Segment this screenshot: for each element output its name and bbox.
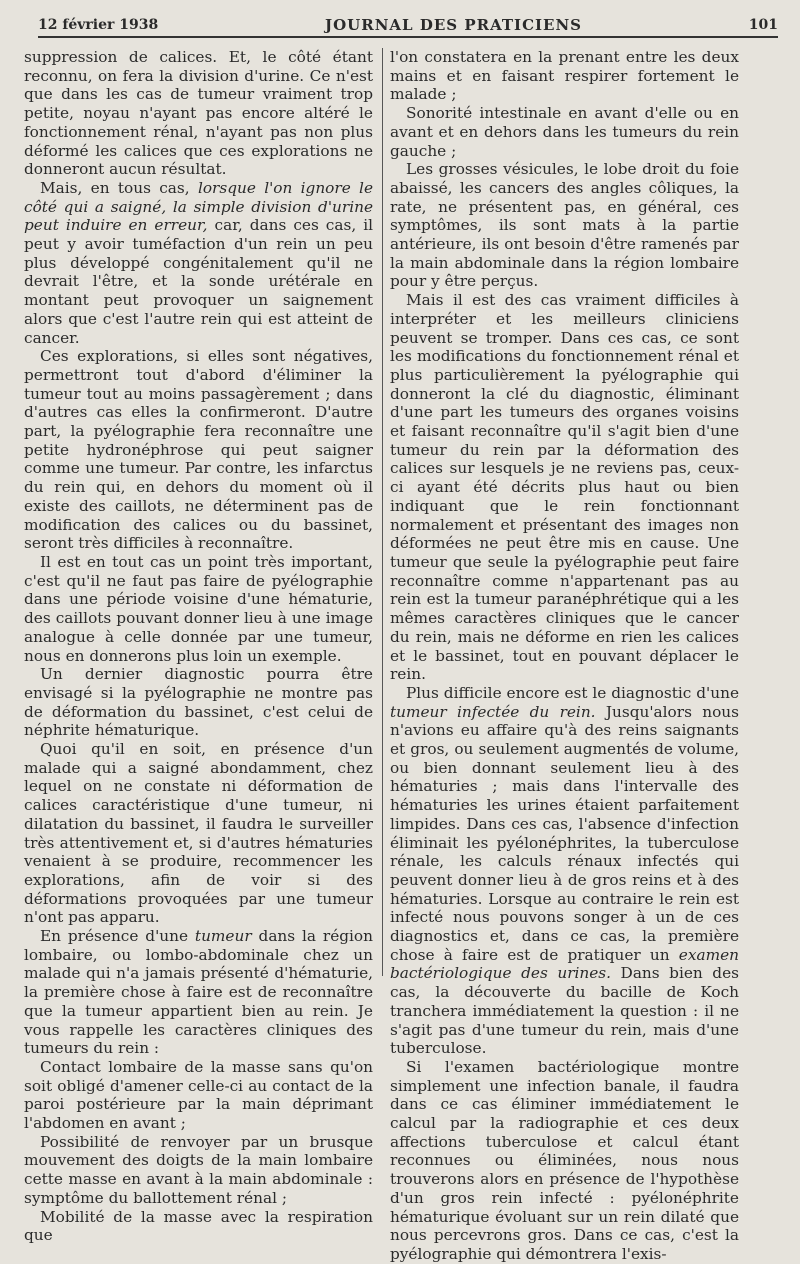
page-header	[38, 14, 778, 38]
right-paragraph-6: Si l'examen bactériologique montre simplement une infection banale, il faudra dans ce cas éliminer immédiatement le calcul par la radiographie et ces deux affections tuberculose et calcul étant reconnues ou éliminées, nous nous trouverons alors en présence de l'hypothèse d'un gros rein infecté : pyélonéphrite hématurique évoluant sur un rein dilaté que nous percevrons gros. Dans ce cas, c'est la pyélographie qui démontrera l'exis-	[390, 1057, 739, 1263]
left-paragraph-5: Un dernier diagnostic pourra être envisagé si la pyélographie ne montre pas de déformation du bassinet, c'est celui de néphrite hématurique.	[24, 665, 373, 740]
right-paragraph-4: Mais il est des cas vraiment difficiles à interpréter et les meilleurs cliniciens peuvent se tromper. Dans ces cas, ce sont les modifications du fonctionnement rénal et plus particulièrement la pyélographie qui donneront la clé du diagnostic, éliminant d'une part les tumeurs des organes voisins et faisant reconnaître qu'il s'agit bien d'une tumeur du rein par la déformation des calices sur lesquels je ne reviens pas, ceux-ci ayant été décrits plus haut ou bien indiquant que le rein fonctionnant normalement et présentant des images non déformées ne peut être mis en cause. Une tumeur que seule la pyélographie peut faire reconnaître comme n'appartenant pas au rein est la tumeur paranéphrétique qui a les mêmes caractères cliniques que le cancer du rein, mais ne déforme en rien les calices et le bassinet, tout en pouvant déplacer le rein.	[390, 291, 739, 684]
right-column	[390, 48, 739, 1264]
right-paragraph-3: Les grosses vésicules, le lobe droit du foie abaissé, les cancers des angles côliques, la rate, ne présentent pas, en général, ces symptômes, ils sont mats à la partie antérieure, ils ont besoin d'être ramenés par la main abdominale dans la région lombaire pour y être perçus.	[390, 160, 739, 291]
right-p5-emphasis-2: examen bactériologique des urines.	[390, 945, 739, 983]
left-column	[24, 48, 373, 1245]
left-paragraph-1: suppression de calices. Et, le côté étant reconnu, on fera la division d'urine. Ce n'est que dans les cas de tumeur vraiment trop petite, noyau n'ayant pas encore altéré le fonctionnement rénal, n'ayant pas non plus déformé les calices que ces explorations ne donneront aucun résultat.	[24, 48, 373, 179]
left-paragraph-7	[24, 927, 373, 1058]
left-paragraph-2	[24, 179, 373, 347]
column-divider	[382, 48, 383, 976]
left-paragraph-10: Mobilité de la masse avec la respiration que	[24, 1207, 373, 1245]
right-p5-end: Jusqu'alors nous n'avions eu affaire qu'à des reins saignants et gros, ou seulement augmentés de volume, ou bien donnant seulement lieu à des hématuries ; mais dans l'intervalle des hématuries les urines étaient parfaitement limpides. Dans ces cas, l'absence d'infection éliminait les pyélonéphrites, la tuberculose rénale, les calculs rénaux infectés qui peuvent donner lieu à de gros reins et à des hématuries. Lorsque au contraire le rein est infecté nous pouvons songer à un de ces diagnostics et, dans ce cas, la première chose à faire est de pratiquer un	[390, 702, 739, 964]
left-paragraph-8: Contact lombaire de la masse sans qu'on soit obligé d'amener celle-ci au contact de la paroi postérieure par la main déprimant l'abdomen en avant ;	[24, 1057, 373, 1133]
left-p7-start: En présence d'une	[40, 927, 195, 946]
left-p7-emphasis: tumeur	[194, 927, 252, 946]
right-p5-end-2: Dans bien des cas, la découverte du bacille de Koch tranchera immédiatement la question : il ne s'agit pas d'une tumeur du rein, mais d'une tuberculose.	[390, 964, 739, 1058]
left-paragraph-3: Ces explorations, si elles sont négatives, permettront tout d'abord d'éliminer la tumeur tout au moins passagèrement ; dans d'autres cas elles la confirmeront. D'autre part, la pyélographie fera reconnaître une petite hydronéphrose qui peut saigner comme une tumeur. Par contre, les infarctus du rein qui, en dehors du moment où il existe des caillots, ne déterminent pas de modification des calices ou du bassinet, seront très difficiles à reconnaître.	[24, 347, 373, 553]
left-p2-start: Mais, en tous cas,	[40, 178, 198, 197]
left-p2-emphasis: lorsque l'on ignore le côté qui a saigné, la simple division d'urine peut induire en erreur,	[24, 178, 373, 235]
header-page-number: 101	[748, 17, 778, 33]
left-paragraph-4: Il est en tout cas un point très important, c'est qu'il ne faut pas faire de pyélographie dans une période voisine d'une hématurie, des caillots pouvant donner lieu à une image analogue à celle donnée par une tumeur, nous en donnerons plus loin un exemple.	[24, 552, 373, 665]
right-paragraph-5	[390, 684, 739, 1058]
header-journal-title: JOURNAL DES PRATICIENS	[325, 16, 582, 34]
right-p5-start: Plus difficile encore est le diagnostic d'une	[406, 683, 739, 702]
left-p7-end: dans la région lombaire, ou lombo-abdominale chez un malade qui n'a jamais présenté d'hématurie, la première chose à faire est de reconnaître que la tumeur appartient bien au rein. Je vous rappelle les caractères cliniques des tumeurs du rein :	[24, 927, 373, 1058]
header-date: 12 février 1938	[38, 17, 159, 33]
right-paragraph-2: Sonorité intestinale en avant d'elle ou en avant et en dehors dans les tumeurs du rein gauche ;	[390, 104, 739, 160]
left-paragraph-9: Possibilité de renvoyer par un brusque mouvement des doigts de la main lombaire cette masse en avant à la main abdominale : symptôme du ballottement rénal ;	[24, 1132, 373, 1207]
left-paragraph-6: Quoi qu'il en soit, en présence d'un malade qui a saigné abondamment, chez lequel on ne constate ni déformation de calices caractéristique d'une tumeur, ni dilatation du bassinet, il faudra le surveiller très attentivement et, si d'autres hématuries venaient à se produire, recommencer les explorations, afin de voir si des déformations provoquées par une tumeur n'ont pas apparu.	[24, 740, 373, 927]
right-paragraph-1: l'on constatera en la prenant entre les deux mains et en faisant respirer fortement le malade ;	[390, 48, 739, 104]
right-p5-emphasis: tumeur infectée du rein.	[390, 702, 596, 721]
left-p2-end: car, dans ces cas, il peut y avoir tuméfaction d'un rein un peu plus développé congénitalement qu'il ne devrait l'être, et la sonde urétérale en montant peut provoquer un saignement alors que c'est l'autre rein qui est atteint de cancer.	[24, 216, 373, 347]
